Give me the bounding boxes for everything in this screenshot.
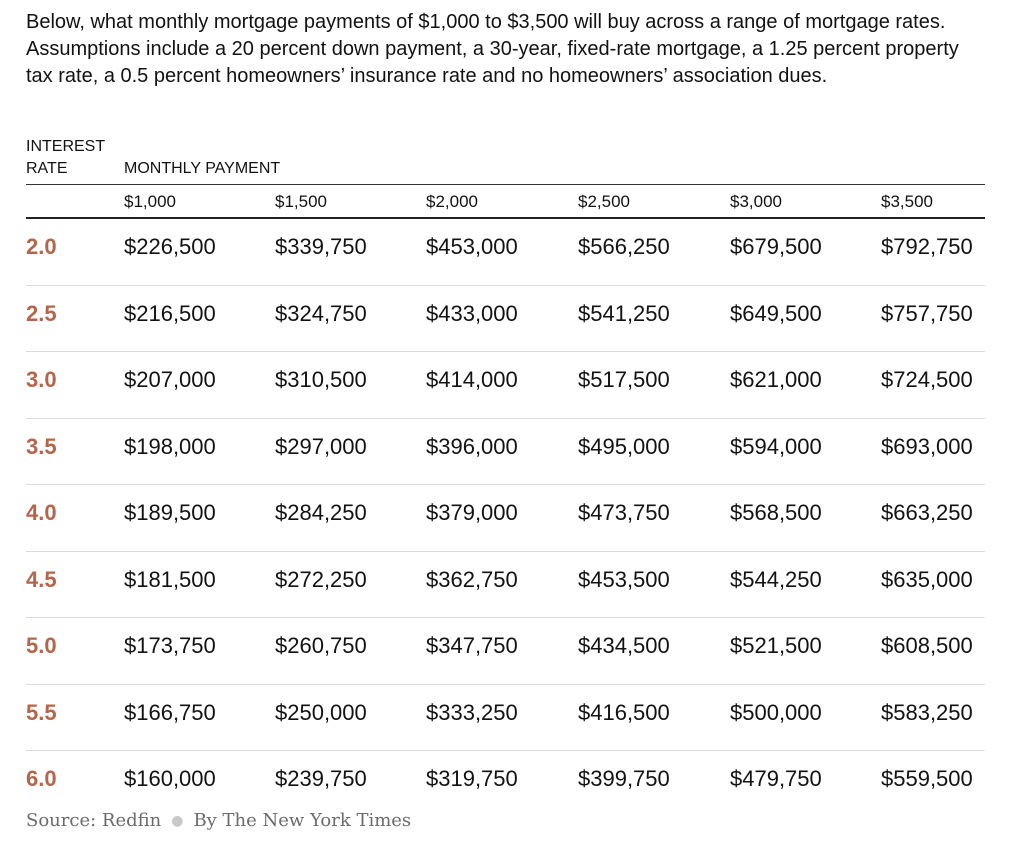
column-label: $1,500 (275, 192, 327, 211)
home-price-cell: $434,500 (578, 633, 670, 658)
table-row (26, 419, 985, 486)
home-price-cell: $284,250 (275, 500, 367, 525)
table-row (26, 685, 985, 752)
table-row (26, 286, 985, 353)
home-price-cell: $166,750 (124, 699, 216, 725)
home-price-cell: $544,250 (730, 566, 822, 592)
monthly-payment-header: MONTHLY PAYMENT (124, 160, 281, 177)
home-price-cell: $216,500 (124, 300, 216, 326)
source-label: Source: Redfin (26, 810, 162, 831)
home-price-cell: $500,000 (730, 699, 822, 725)
table-row (26, 219, 985, 286)
column-label: $2,000 (426, 192, 478, 211)
home-price-cell: $250,000 (275, 699, 367, 725)
home-price-cell: $319,750 (426, 766, 518, 791)
interest-rate-cell: 2.5 (26, 300, 57, 326)
home-price-cell: $568,500 (730, 500, 822, 525)
home-price-cell: $379,000 (426, 500, 518, 525)
interest-rate-cell: 5.0 (26, 633, 57, 658)
interest-rate-header (26, 136, 105, 180)
table-body (0, 219, 1024, 817)
home-price-cell: $160,000 (124, 766, 216, 791)
interest-rate-cell: 3.0 (26, 367, 57, 392)
home-price-cell: $635,000 (881, 566, 973, 592)
home-price-cell: $608,500 (881, 633, 973, 658)
home-price-cell: $297,000 (275, 433, 367, 459)
top-rule (26, 184, 985, 185)
home-price-cell: $324,750 (275, 300, 367, 326)
home-price-cell: $414,000 (426, 367, 518, 392)
interest-rate-header-line-2: RATE (26, 160, 68, 177)
home-price-cell: $198,000 (124, 433, 216, 459)
home-price-cell: $433,000 (426, 300, 518, 326)
home-price-cell: $339,750 (275, 234, 367, 259)
byline: By The New York Times (193, 810, 412, 831)
home-price-cell: $541,250 (578, 300, 670, 326)
interest-rate-cell: 3.5 (26, 433, 57, 459)
interest-rate-cell: 2.0 (26, 234, 57, 259)
column-labels (0, 190, 1024, 214)
home-price-cell: $333,250 (426, 699, 518, 725)
home-price-cell: $347,750 (426, 633, 518, 658)
column-label: $1,000 (124, 192, 176, 211)
home-price-cell: $453,500 (578, 566, 670, 592)
home-price-cell: $594,000 (730, 433, 822, 459)
interest-rate-header-line-1: INTEREST (26, 138, 106, 155)
home-price-cell: $226,500 (124, 234, 216, 259)
home-price-cell: $621,000 (730, 367, 822, 392)
home-price-cell: $396,000 (426, 433, 518, 459)
home-price-cell: $479,750 (730, 766, 822, 791)
interest-rate-cell: 4.5 (26, 566, 57, 592)
intro-text: Below, what monthly mortgage payments of $1,000 to $3,500 will buy across a range of mortgage rates. Assumptions include a 20 percent down payment, a 30-year, fixed-rate mortgage, a 1.25 percent property tax rate, a 0.5 percent homeowners’ insurance rate and no homeowners’ association dues. (26, 11, 959, 87)
home-price-cell: $693,000 (881, 433, 973, 459)
table-row (26, 751, 985, 817)
home-price-cell: $399,750 (578, 766, 670, 791)
home-price-cell: $189,500 (124, 500, 216, 525)
home-price-cell: $517,500 (578, 367, 670, 392)
home-price-cell: $272,250 (275, 566, 367, 592)
home-price-cell: $649,500 (730, 300, 822, 326)
source-line (26, 808, 411, 834)
home-price-cell: $724,500 (881, 367, 973, 392)
home-price-cell: $679,500 (730, 234, 822, 259)
home-price-cell: $181,500 (124, 566, 216, 592)
home-price-cell: $260,750 (275, 633, 367, 658)
home-price-cell: $559,500 (881, 766, 973, 791)
home-price-cell: $207,000 (124, 367, 216, 392)
table-row (26, 552, 985, 619)
home-price-cell: $416,500 (578, 699, 670, 725)
home-price-cell: $663,250 (881, 500, 973, 525)
interest-rate-cell: 4.0 (26, 500, 57, 525)
interest-rate-cell: 5.5 (26, 699, 57, 725)
home-price-cell: $566,250 (578, 234, 670, 259)
home-price-cell: $521,500 (730, 633, 822, 658)
home-price-cell: $173,750 (124, 633, 216, 658)
home-price-cell: $792,750 (881, 234, 973, 259)
table-row (26, 618, 985, 685)
home-price-cell: $453,000 (426, 234, 518, 259)
home-price-cell: $362,750 (426, 566, 518, 592)
home-price-cell: $239,750 (275, 766, 367, 791)
column-label: $2,500 (578, 192, 630, 211)
table-row (26, 485, 985, 552)
home-price-cell: $495,000 (578, 433, 670, 459)
home-price-cell: $583,250 (881, 699, 973, 725)
home-price-cell: $757,750 (881, 300, 973, 326)
separator-dot-icon: ● (171, 813, 184, 829)
interest-rate-cell: 6.0 (26, 766, 57, 791)
table-row (26, 352, 985, 419)
home-price-cell: $310,500 (275, 367, 367, 392)
column-label: $3,000 (730, 192, 782, 211)
column-label: $3,500 (881, 192, 933, 211)
home-price-cell: $473,750 (578, 500, 670, 525)
